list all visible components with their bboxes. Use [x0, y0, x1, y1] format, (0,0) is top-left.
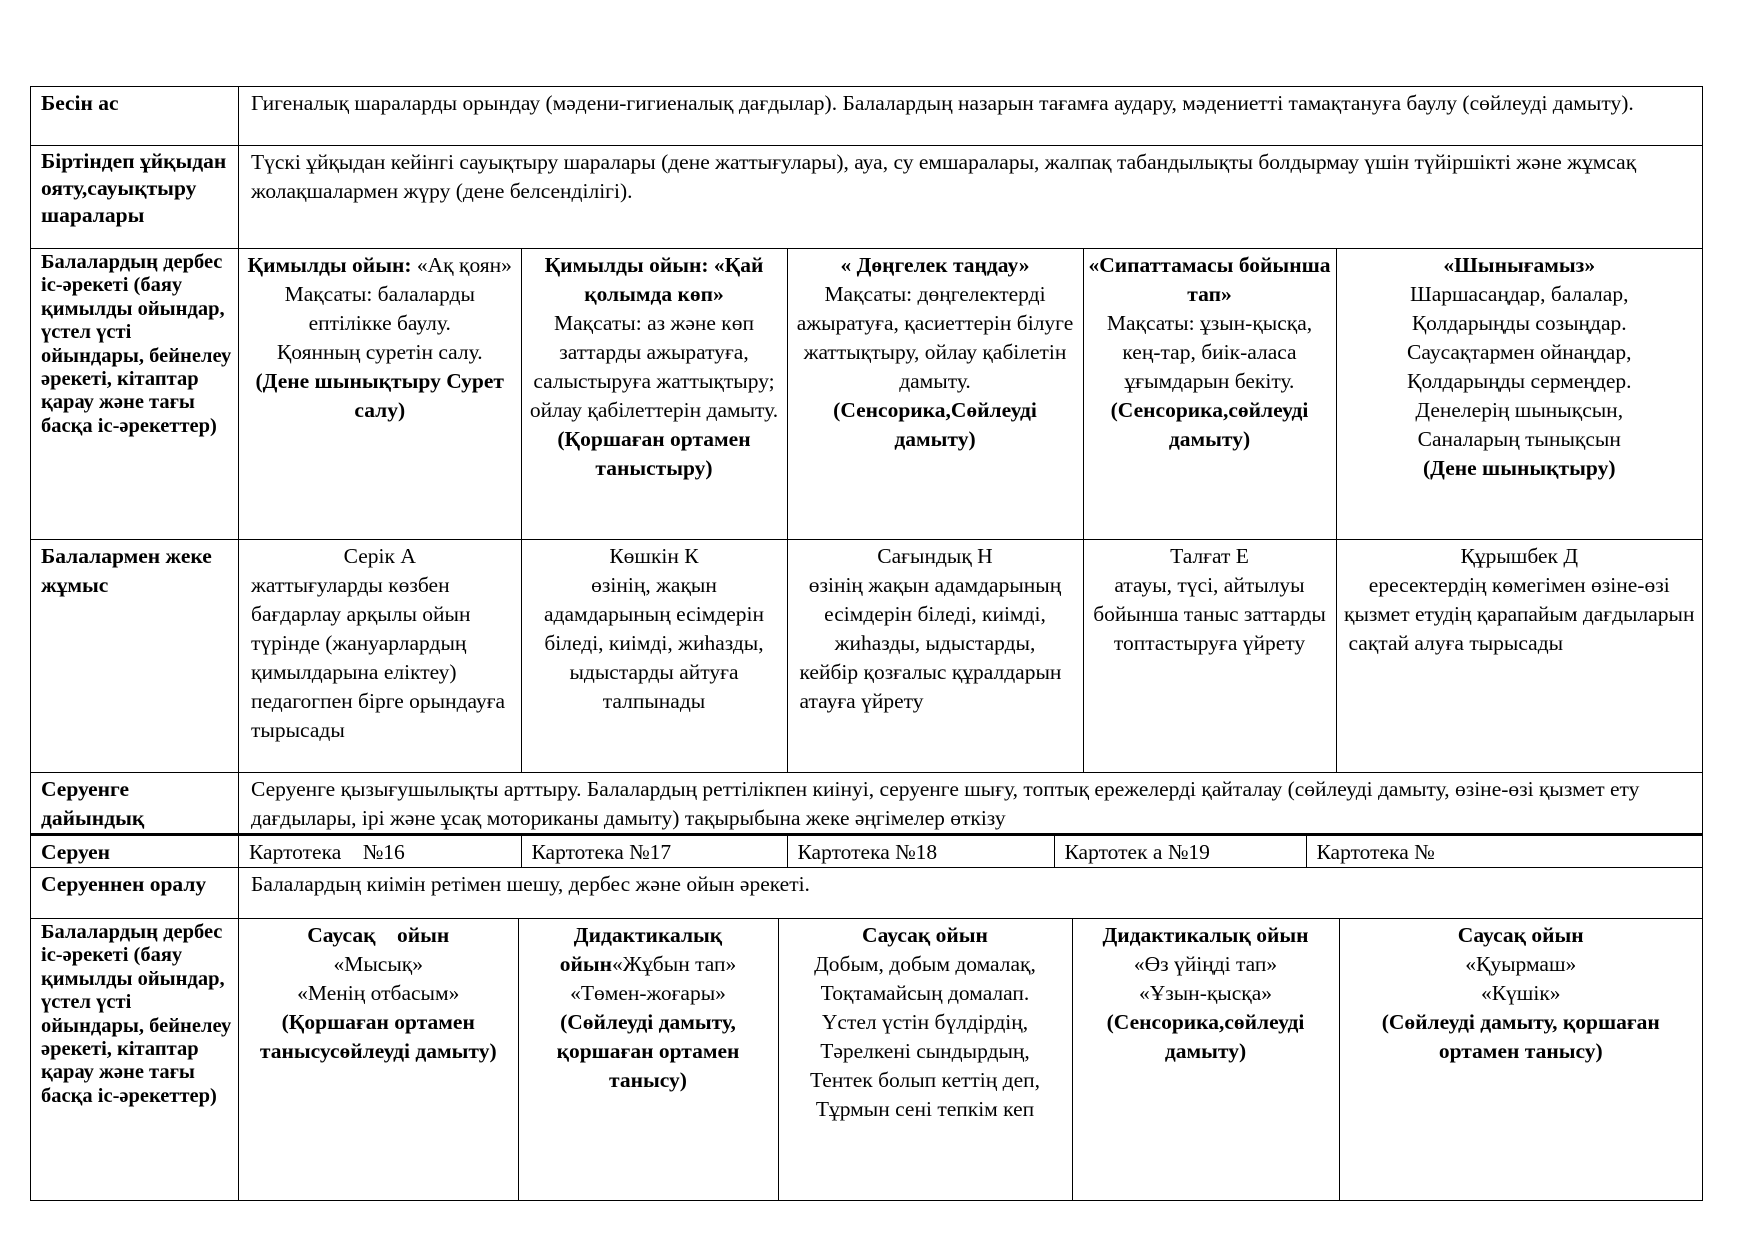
activity-1-cell-2 [521, 249, 787, 539]
walk-card-16: Картотека №16 [239, 836, 521, 867]
game-title: Саусақ ойын [307, 923, 450, 947]
row-text: Түскі ұйқыдан кейінгі сауықтыру шаралары (дене жаттығулары), ауа, су емшаралары, жалпақ табандылықты болдырмау үшін түйіршікті және жұмсақ жолақшалармен жүру (дене белсенділігі). [239, 146, 1703, 249]
game-title: Қимылды ойын: «Қай қолымда көп» [544, 253, 764, 306]
activity-1-cell-3 [787, 249, 1083, 539]
area-tag: (Дене шынықтыру Сурет салу) [255, 369, 504, 422]
game-title: Дидактикалық ойын [559, 923, 723, 976]
individual-cell-1 [239, 540, 521, 772]
row-text: Серуенге қызығушылықты арттыру. Балалардың реттілікпен киінуі, серуенге шығу, топтық ережелерді қайталау (сөйлеуді дамыту, өзіне-өзі қызмет ету дағдылары, ірі және ұсақ моториканы дамыту) тақырыбына жеке әңгімелер өткізу [239, 773, 1703, 835]
row-lunch [31, 87, 1703, 146]
row-text: Гигеналық шараларды орындау (мәдени-гигиеналық дағдылар). Балалардың назарын тағамға аудару, мәдениетті тамақтануға баулу (сөйлеуді дамыту). [239, 87, 1703, 146]
walk-card-17: Картотека №17 [521, 836, 787, 867]
task-text: өзінің, жақын адамдарының есімдерін біледі, киімді, жиһазды, ыдыстарды айтуға талпынады [543, 573, 765, 713]
task-text: өзінің жақын адамдарының есімдерін біледі, киімді, жиһазды, ыдыстарды, [808, 573, 1062, 655]
task-text: жаттығуларды көзбен бағдарлау арқылы ойын түрінде (жануарлардың қимылдарына еліктеу) педагогпен бірге орындауға тырысады [251, 573, 506, 742]
row-individual-work [31, 540, 1703, 773]
row-label: Бесін ас [31, 87, 239, 146]
walk-card-20: Картотека № [1306, 836, 1702, 867]
row-label: Балалармен жеке жұмыс [31, 540, 239, 773]
individual-cells [239, 540, 1703, 773]
area-tag: (Сенсорика,сөйлеуді дамыту) [1106, 1010, 1305, 1063]
game-body: «Өз үйіңді тап» «Ұзын-қысқа» [1133, 952, 1278, 1005]
schedule-page [30, 86, 1702, 1201]
child-name: Көшкін К [609, 544, 699, 568]
goal-text: Мақсаты: аз және көп заттарды ажыратуға, салыстыруға жаттықтыру; ойлау қабілеттерін дамыту. [529, 311, 779, 422]
walk-card-18: Картотека №18 [787, 836, 1054, 867]
goal-text: Мақсаты: балаларды ептілікке баулу. [284, 282, 475, 335]
activity-1-cells [239, 249, 1703, 540]
activity-2-cell-2 [518, 919, 778, 1200]
daily-schedule-table [30, 86, 1703, 1201]
row-text: Балалардың киімін ретімен шешу, дербес және ойын әрекеті. [239, 868, 1703, 919]
area-tag: (Дене шынықтыру) [1423, 456, 1616, 480]
row-walk [31, 835, 1703, 868]
task-text-2: сақтай алуға тырысады [1348, 631, 1564, 655]
child-name: Талғат Е [1170, 544, 1249, 568]
activity-2-cell-1 [239, 919, 518, 1200]
task-text-2: кейбір қозғалыс құралдарын атауға үйрету [799, 660, 1062, 713]
row-wakeup [31, 146, 1703, 249]
row-activity-2 [31, 919, 1703, 1201]
row-label: Балалардың дербес іс-әрекеті (баяу қимылды ойындар, үстел үсті ойындары, бейнелеу әрекеті, кітаптар қарау және тағы басқа іс-әрекеттер) [31, 249, 239, 540]
poem-text: Шаршасаңдар, балалар, Қолдарыңды созыңдар. Саусақтармен ойнаңдар, Қолдарыңды сермеңдер. Денелерің шынықсын, Саналарың тынықсын [1406, 282, 1632, 451]
row-return [31, 868, 1703, 919]
walk-cells [239, 835, 1703, 868]
individual-cell-3 [787, 540, 1083, 772]
row-label: Серуенге дайындық [31, 773, 239, 835]
row-label: Серуеннен оралу [31, 868, 239, 919]
activity-1-grid [239, 249, 1702, 539]
individual-cell-4 [1083, 540, 1336, 772]
task-text: атауы, түсі, айтылуы бойынша таныс заттарды топтастыруға үйрету [1093, 573, 1326, 655]
task-text: ересектердің көмегімен өзіне-өзі қызмет етудің қарапайым дағдыларын [1344, 573, 1695, 626]
area-tag: (Сенсорика,сөйлеуді дамыту) [1110, 398, 1309, 451]
individual-cell-2 [521, 540, 787, 772]
task-text: Қоянның суретін салу. [276, 340, 483, 364]
activity-2-cell-4 [1072, 919, 1339, 1200]
game-title: «Сипаттамасы бойынша тап» [1088, 253, 1331, 306]
row-label: Біртіндеп ұйқыдан ояту,сауықтыру шаралары [31, 146, 239, 249]
row-label: Балалардың дербес іс-әрекеті (баяу қимылды ойындар, үстел үсті ойындары, бейнелеу әрекеті, кітаптар қарау және тағы басқа іс-әрекеттер) [31, 919, 239, 1201]
activity-2-grid [239, 919, 1702, 1200]
activity-2-cells [239, 919, 1703, 1201]
game-title: Саусақ ойын [1457, 923, 1584, 947]
area-tag: (Сөйлеуді дамыту, қоршаған ортамен танысу) [1381, 1010, 1660, 1063]
area-tag: (Қоршаған ортамен танысусөйлеуді дамыту) [259, 1010, 497, 1063]
individual-cell-5 [1336, 540, 1702, 772]
activity-2-cell-3 [778, 919, 1072, 1200]
game-title: Дидактикалық ойын [1102, 923, 1309, 947]
game-title: « Дөңгелек таңдау» [840, 253, 1030, 277]
goal-text: Мақсаты: дөңгелектерді ажыратуға, қасиеттерін білуге жаттықтыру, ойлау қабілетін дамыту. [796, 282, 1074, 393]
area-tag: (Сөйлеуді дамыту, қоршаған ортамен танысу) [556, 1010, 740, 1092]
row-activity-1 [31, 249, 1703, 540]
activity-1-cell-5 [1336, 249, 1702, 539]
walk-grid [239, 836, 1702, 867]
area-tag: (Қоршаған ортамен таныстыру) [557, 427, 751, 480]
game-body: Добым, добым домалақ, Тоқтамайсың домалап. Үстел үстін бүлдірдің, Тәрелкені сындырдың, Тентек болып кеттің деп, Тұрмын сені тепкім кеп [809, 952, 1041, 1121]
game-title: Саусақ ойын [862, 923, 988, 947]
area-tag: (Сенсорика,Сөйлеуді дамыту) [833, 398, 1037, 451]
walk-card-19: Картотек а №19 [1054, 836, 1306, 867]
child-name: Құрышбек Д [1460, 544, 1579, 568]
row-label: Серуен [31, 835, 239, 868]
game-body: «Мысық» «Менің отбасым» [297, 952, 460, 1005]
game-title-tail: «Жұбын тап» [612, 952, 737, 976]
game-title: «Шынығамыз» [1443, 253, 1596, 277]
child-name: Сағындық Н [877, 544, 993, 568]
game-body: «Қуырмаш» «Күшік» [1465, 952, 1577, 1005]
activity-1-cell-4 [1083, 249, 1336, 539]
individual-grid [239, 540, 1702, 772]
game-body: «Төмен-жоғары» [570, 981, 726, 1005]
activity-2-cell-5 [1339, 919, 1702, 1200]
goal-text: Мақсаты: ұзын-қысқа, кең-тар, биік-аласа ұғымдарын бекіту. [1106, 311, 1313, 393]
child-name: Серік А [343, 544, 416, 568]
row-walk-prep [31, 773, 1703, 835]
activity-1-cell-1: Қимылды ойын: «Ақ қоян» Мақсаты: балаларды ептілікке баулу. Қоянның суретін салу. (Дене шынықтыру Сурет салу) [239, 249, 521, 539]
